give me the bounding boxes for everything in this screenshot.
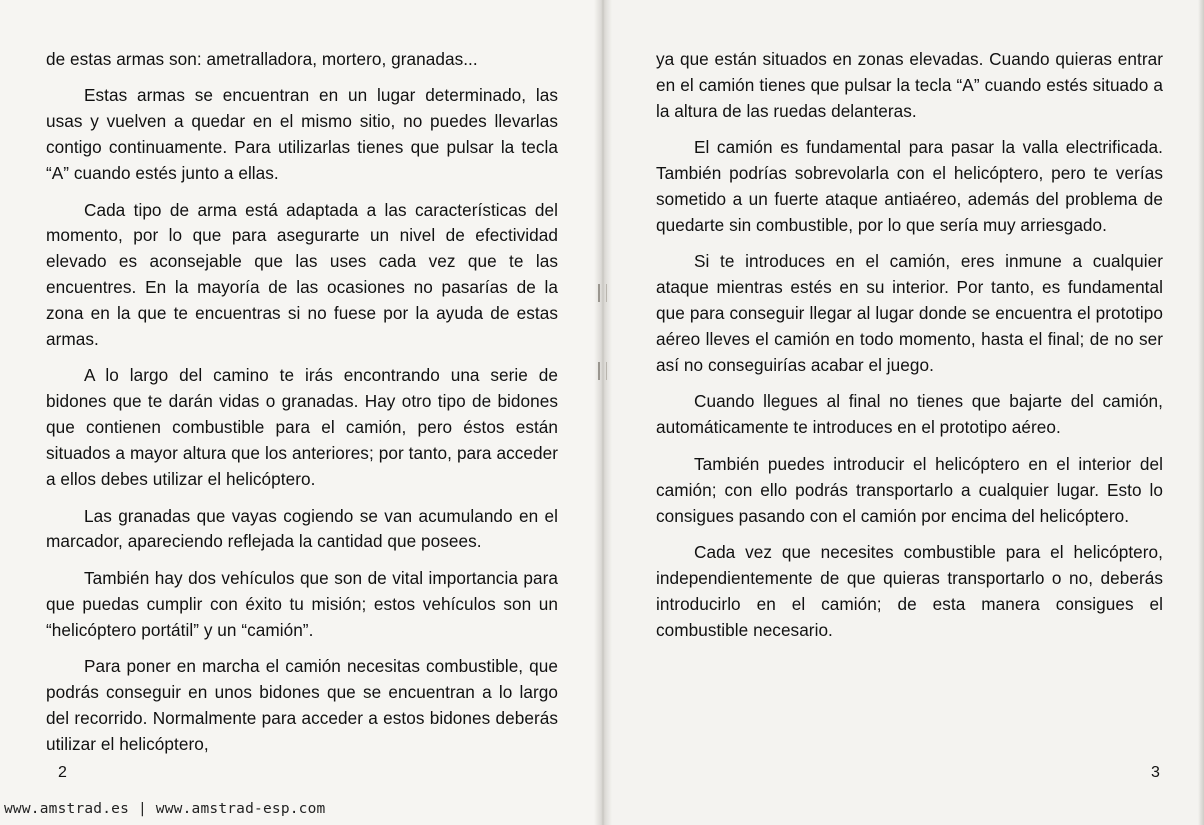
page-edge (1198, 0, 1204, 825)
staple-mark (598, 284, 607, 302)
left-page-text (46, 47, 558, 768)
paragraph: Cuando llegues al final no tienes que bajarte del camión, automáticamente te introduces en el prototipo aéreo. (656, 391, 1163, 438)
page-number: 2 (58, 764, 67, 781)
paragraph: Estas armas se encuentran en un lugar determinado, las usas y vuelven a quedar en el mismo sitio, no puedes llevarlas contigo continuamente. Para utilizarlas tienes que pulsar la tecla “A” cuando estés junto a ellas. (46, 85, 558, 184)
right-page-text (656, 47, 1163, 654)
paragraph: de estas armas son: ametralladora, mortero, granadas... (46, 49, 478, 69)
paragraph: También puedes introducir el helicóptero en el interior del camión; con ello podrás transportarlo a cualquier lugar. Esto lo consigues pasando con el camión por encima del helicóptero. (656, 453, 1163, 526)
page-number: 3 (1151, 764, 1160, 781)
paragraph: ya que están situados en zonas elevadas. Cuando quieras entrar en el camión tienes que pulsar la tecla “A” cuando estés situado a la altura de las ruedas delanteras. (656, 49, 1163, 121)
left-page (0, 0, 600, 825)
binding-gutter (594, 0, 612, 825)
paragraph: Si te introduces en el camión, eres inmune a cualquier ataque mientras estés en su interior. Por tanto, es fundamental que para conseguir llegar al lugar donde se encuentra el prototipo aéreo lleves el camión en todo momento, hasta el final; de no ser así no conseguirías acabar el juego. (656, 251, 1163, 375)
paragraph: El camión es fundamental para pasar la valla electrificada. También podrías sobrevolarla con el helicóptero, pero te verías sometido a un fuerte ataque antiaéreo, además del problema de quedarte sin combustible, por lo que sería muy arriesgado. (656, 137, 1163, 235)
paragraph: También hay dos vehículos que son de vital importancia para que puedas cumplir con éxito tu misión; estos vehículos son un “helicóptero portátil” y un “camión”. (46, 567, 558, 640)
paragraph: A lo largo del camino te irás encontrando una serie de bidones que te darán vidas o granadas. Hay otro tipo de bidones que contienen combustible para el camión, pero éstos están situados a mayor altura que los anteriores; por tanto, para acceder a ellos debes utilizar el helicóptero. (46, 365, 558, 490)
paragraph: Cada vez que necesites combustible para el helicóptero, independientemente de que quieras transportarlo o no, deberás introducirlo en el camión; de esta manera consigues el combustible necesario. (656, 541, 1163, 640)
paragraph: Para poner en marcha el camión necesitas combustible, que podrás conseguir en unos bidones que se encuentran a lo largo del recorrido. Normalmente para acceder a estos bidones deberás utilizar el helicóptero, (46, 656, 558, 754)
staple-mark (598, 362, 607, 380)
paragraph: Cada tipo de arma está adaptada a las características del momento, por lo que para asegurarte un nivel de efectividad elevado es aconsejable que las uses cada vez que te las encuentres. En la mayoría de las ocasiones no pasarías de la zona en la que te encuentras si no fuese por la ayuda de estas armas. (46, 199, 558, 350)
paragraph: Las granadas que vayas cogiendo se van acumulando en el marcador, apareciendo reflejada la cantidad que posees. (46, 505, 558, 552)
right-page (604, 0, 1204, 825)
watermark-footer: www.amstrad.es | www.amstrad-esp.com (4, 801, 326, 817)
